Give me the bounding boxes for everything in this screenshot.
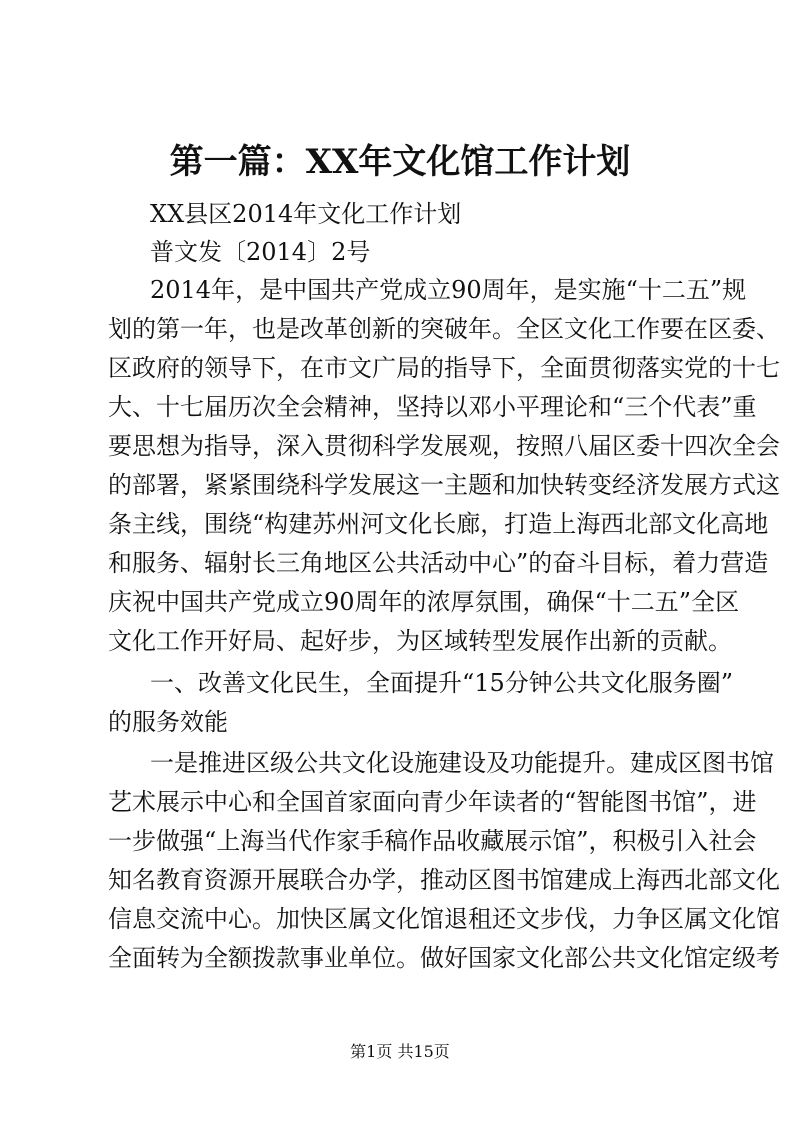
doc-line-17: 一步做强“上海当代作家手稿作品收藏展示馆”，积极引入社会 [108, 827, 757, 855]
doc-line-20: 全面转为全额拨款事业单位。做好国家文化部公共文化馆定级考 [108, 944, 780, 972]
doc-line-7: 要思想为指导，深入贯彻科学发展观，按照八届区委十四次全会 [108, 432, 780, 460]
doc-line-9: 条主线，围绕“构建苏州河文化长廊，打造上海西北部文化高地 [108, 510, 769, 538]
document-title: 第一篇：XX年文化馆工作计划 [169, 142, 631, 182]
doc-line-19: 信息交流中心。加快区属文化馆退租还文步伐，力争区属文化馆 [108, 905, 780, 933]
page-number-footer: 第1页 共15页 [350, 1042, 450, 1061]
doc-line-4: 划的第一年，也是改革创新的突破年。全区文化工作要在区委、 [108, 315, 780, 343]
doc-line-13: 一、改善文化民生，全面提升“15分钟公共文化服务圈” [150, 669, 734, 697]
doc-line-14: 的服务效能 [108, 708, 228, 736]
doc-line-5: 区政府的领导下，在市文广局的指导下，全面贯彻落实党的十七 [108, 354, 780, 382]
doc-line-11: 庆祝中国共产党成立90周年的浓厚氛围，确保“十二五”全区 [108, 588, 740, 616]
doc-line-1: XX县区2014年文化工作计划 [150, 200, 462, 228]
doc-line-16: 艺术展示中心和全国首家面向青少年读者的“智能图书馆”，进 [108, 788, 757, 816]
doc-line-18: 知名教育资源开展联合办学，推动区图书馆建成上海西北部文化 [108, 866, 780, 894]
doc-line-12: 文化工作开好局、起好步，为区域转型发展作出新的贡献。 [108, 627, 732, 655]
doc-line-15: 一是推进区级公共文化设施建设及功能提升。建成区图书馆 [150, 749, 774, 777]
doc-line-6: 大、十七届历次全会精神，坚持以邓小平理论和“三个代表”重 [108, 393, 757, 421]
doc-line-3: 2014年，是中国共产党成立90周年，是实施“十二五”规 [150, 276, 747, 304]
doc-line-8: 的部署，紧紧围绕科学发展这一主题和加快转变经济发展方式这 [108, 471, 780, 499]
doc-line-2: 普文发〔2014〕2号 [150, 238, 371, 266]
doc-line-10: 和服务、辐射长三角地区公共活动中心”的奋斗目标，着力营造 [108, 549, 769, 577]
